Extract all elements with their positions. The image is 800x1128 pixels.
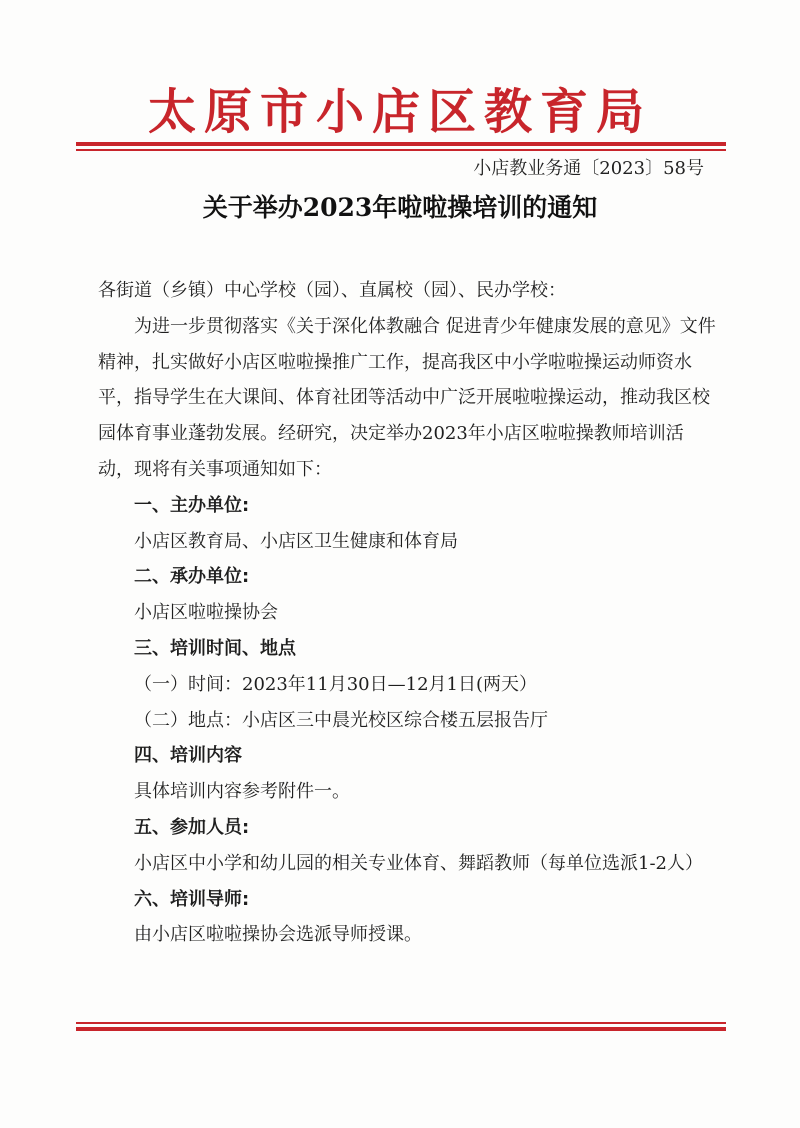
- section-text-content: 具体培训内容参考附件一。: [134, 781, 350, 803]
- recipients-line: 各街道（乡镇）中心学校（园）、直属校（园）、民办学校：: [98, 280, 566, 301]
- section-text-host: 小店区啦啦操协会: [134, 602, 278, 624]
- document-number: 小店教业务通〔2023〕58号: [473, 158, 704, 179]
- intro-paragraph: 为进一步贯彻落实《关于深化体教融合 促进青少年健康发展的意见》文件精神，扎实做好小店区啦啦操推广工作，提高我区中小学啦啦操运动师资水平，指导学生在大课间、体育社团等活动中广泛开展啦啦操运动，推动我区校园体育事业蓬勃发展。经研究，决定举办2023年小店区啦啦操教师培训活动，现将有关事项通知如下：: [98, 315, 716, 480]
- section-heading-content: 四、培训内容: [134, 745, 242, 767]
- section-heading-instructors: 六、培训导师:: [134, 888, 250, 910]
- section-text-participants: 小店区中小学和幼儿园的相关专业体育、舞蹈教师（每单位选派1-2人）: [134, 852, 703, 874]
- section-text-time: （一）时间：2023年11月30日—12月1日(两天）: [134, 673, 537, 695]
- issuing-organization-title: 太原市小店区教育局: [147, 84, 652, 140]
- section-heading-host: 二、承办单位:: [134, 566, 250, 588]
- section-text-place: （二）地点：小店区三中晨光校区综合楼五层报告厅: [134, 709, 548, 731]
- section-heading-participants: 五、参加人员:: [134, 816, 250, 838]
- section-heading-time-place: 三、培训时间、地点: [134, 637, 296, 659]
- section-text-instructors: 由小店区啦啦操协会选派导师授课。: [134, 924, 422, 946]
- section-text-organizer: 小店区教育局、小店区卫生健康和体育局: [134, 530, 458, 552]
- header-red-rule: [76, 142, 726, 151]
- section-heading-organizer: 一、主办单位:: [134, 494, 250, 516]
- footer-red-rule: [76, 1022, 726, 1031]
- notice-title: 关于举办2023年啦啦操培训的通知: [202, 193, 598, 222]
- notice-body: [98, 273, 718, 953]
